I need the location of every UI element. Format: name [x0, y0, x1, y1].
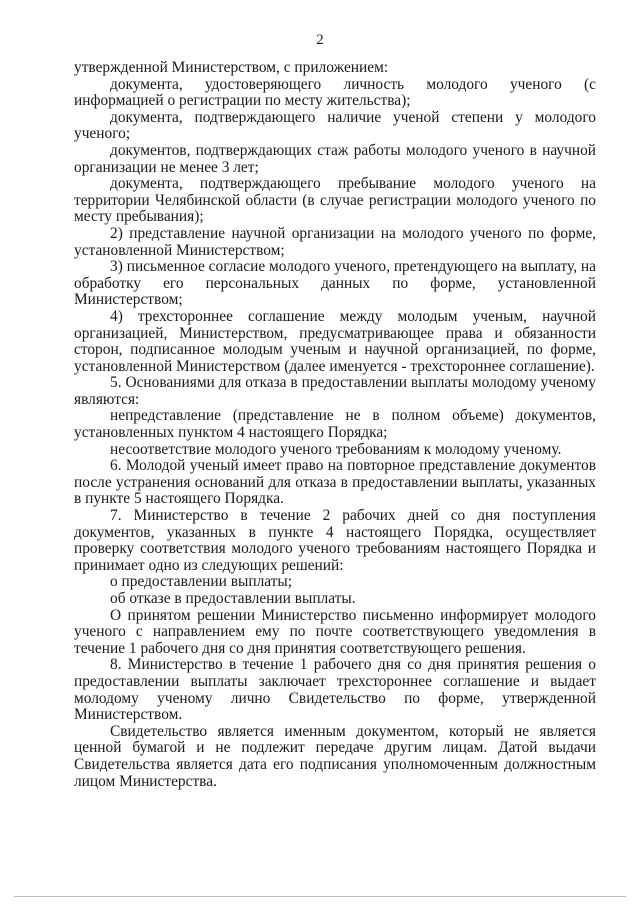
paragraph-3: документа, подтверждающего наличие ученой степени у молодого ученого; [74, 108, 596, 143]
paragraph-16: О принятом решении Министерство письменно информирует молодого ученого с направлением ему по почте соответствующего уведомления в течение 1 рабочего дня со дня принятия соответствующего решения. [74, 606, 596, 657]
paragraph-7: 3) письменное согласие молодого ученого, претендующего на выплату, на обработку его персональных данных по форме, установленной Министерством; [74, 258, 596, 309]
bottom-edge-line [14, 896, 626, 897]
paragraph-11: несоответствие молодого ученого требованиям к молодому ученому. [110, 440, 562, 458]
paragraph-4: документов, подтверждающих стаж работы молодого ученого в научной организации не менее 3 лет; [74, 141, 596, 176]
page-number: 2 [316, 32, 324, 48]
document-body [74, 60, 596, 790]
paragraph-10: непредставление (представление не в полном объеме) документов, установленных пунктом 4 настоящего Порядка; [74, 407, 596, 442]
paragraph-14: о предоставлении выплаты; [110, 573, 293, 591]
paragraph-2: документа, удостоверяющего личность молодого ученого (с информацией о регистрации по месту жительства); [74, 75, 596, 110]
paragraph-13: 7. Министерство в течение 2 рабочих дней со дня поступления документов, указанных в пункте 4 настоящего Порядка, осуществляет проверку соответствия молодого ученого требованиям настоящего Порядка и принимает одно из следующих решений: [74, 507, 596, 574]
paragraph-5: документа, подтверждающего пребывание молодого ученого на территории Челябинской области (в случае регистрации молодого ученого по месту пребывания); [74, 175, 596, 226]
paragraph-9: 5. Основаниями для отказа в предоставлении выплаты молодому ученому являются: [74, 374, 596, 408]
paragraph-17: 8. Министерство в течение 1 рабочего дня со дня принятия решения о предоставлении выплаты заключает трехстороннее соглашение и выдает молодому ученому лично Свидетельство по форме, утвержденной Министерством. [74, 656, 596, 724]
paragraph-18: Свидетельство является именным документом, который не является ценной бумагой и не подлежит передаче другим лицам. Датой выдачи Свидетельства является дата его подписания уполномоченным должностным лицом Министерства. [74, 722, 596, 790]
paragraph-1: утвержденной Министерством, с приложением: [74, 59, 389, 76]
paragraph-6: 2) представление научной организации на молодого ученого по форме, установленной Министерством; [74, 224, 596, 259]
paragraph-8: 4) трехстороннее соглашение между молодым ученым, научной организацией, Министерством, предусматривающее права и обязанности сторон, подписанное молодым ученым и научной организацией, по форме, установленной Министерством (далее именуется - трехстороннее соглашение). [74, 307, 596, 375]
paragraph-15: об отказе в предоставлении выплаты. [110, 590, 356, 607]
paragraph-12: 6. Молодой ученый имеет право на повторное представление документов после устранения оснований для отказа в предоставлении выплаты, указанных в пункте 5 настоящего Порядка. [74, 457, 596, 508]
